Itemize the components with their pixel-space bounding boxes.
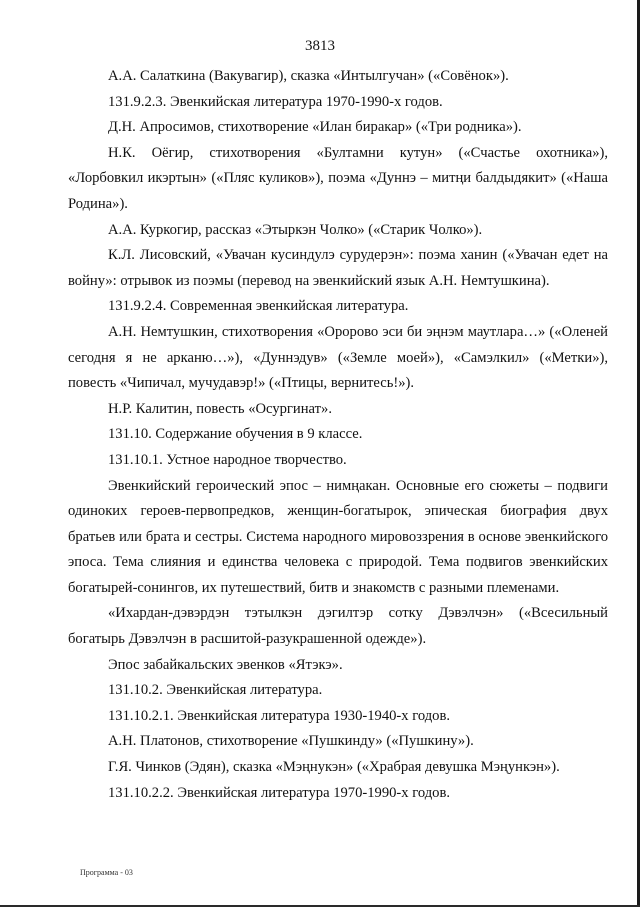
paragraph: А.Н. Немтушкин, стихотворения «Оророво эси би эңнэм маутлара…» («Оленей сегодня я не арканю…»), «Дуннэдув» («Земле моей»), «Самэлкил» («Метки»), повесть «Чипичал, мучудавэр!» («Птицы, вернитесь!»).: [68, 323, 608, 392]
paragraph: А.А. Салаткина (Вакувагир), сказка «Интылгучан» («Совёнок»).: [108, 68, 509, 84]
paragraph: 131.10.1. Устное народное творчество.: [108, 451, 347, 468]
paragraph: 131.10.2.1. Эвенкийская литература 1930-1940-х годов.: [108, 707, 450, 724]
paragraph: К.Л. Лисовский, «Увачан кусиндулэ сурудерэн»: поэма ханин («Увачан едет на войну»: отрывок из поэмы (перевод на эвенкийский язык А.Н. Немтушкина).: [68, 247, 608, 289]
paragraph: 131.10.2.2. Эвенкийская литература 1970-1990-х годов.: [108, 784, 450, 801]
paragraph: «Ихардан-дэвэрдэн тэтылкэн дэгилтэр сотку Дэвэлчэн» («Всесильный богатырь Дэвэлчэн в расшитой-разукрашенной одежде»).: [68, 605, 608, 648]
paragraph: Н.Р. Калитин, повесть «Осургинат».: [108, 400, 332, 417]
page-footer: Программа - 03: [80, 868, 133, 877]
paragraph: 131.9.2.4. Современная эвенкийская литература.: [108, 298, 409, 315]
paragraph: 131.10. Содержание обучения в 9 классе.: [108, 426, 363, 443]
paragraph: 131.10.2. Эвенкийская литература.: [108, 682, 323, 699]
paragraph: Г.Я. Чинков (Эдян), сказка «Мэңнукэн» («Храбрая девушка Мэңункэн»).: [108, 759, 560, 776]
page-number: 3813: [305, 38, 335, 54]
document-body: [68, 64, 608, 806]
paragraph: 131.9.2.3. Эвенкийская литература 1970-1990-х годов.: [108, 93, 443, 110]
paragraph: Эпос забайкальских эвенков «Ятэкэ».: [108, 656, 343, 673]
paragraph: Эвенкийский героический эпос – нимңакан. Основные его сюжеты – подвиги одиноких героев-первопредков, женщин-богатырок, эпическая биография двух братьев или брата и сестры. Система народного мировоззрения в основе эвенкийского эпоса. Тема слияния и единства человека с природой. Тема подвигов эвенкийских богатырей-сонингов, их путешествий, битв и знакомств с разными племенами.: [68, 477, 608, 596]
paragraph: А.Н. Платонов, стихотворение «Пушкинду» («Пушкину»).: [108, 733, 474, 750]
paragraph: Н.К. Оёгир, стихотворения «Бултамни кутун» («Счастье охотника»), «Лорбовкил икэртын» («Пляс куликов»), поэма «Дуннэ – митңи балдыдякит» («Наша Родина»).: [68, 144, 608, 212]
paragraph: А.А. Куркогир, рассказ «Этыркэн Чолко» («Старик Чолко»).: [108, 221, 483, 238]
paragraph: Д.Н. Апросимов, стихотворение «Илан биракар» («Три родника»).: [108, 119, 522, 136]
